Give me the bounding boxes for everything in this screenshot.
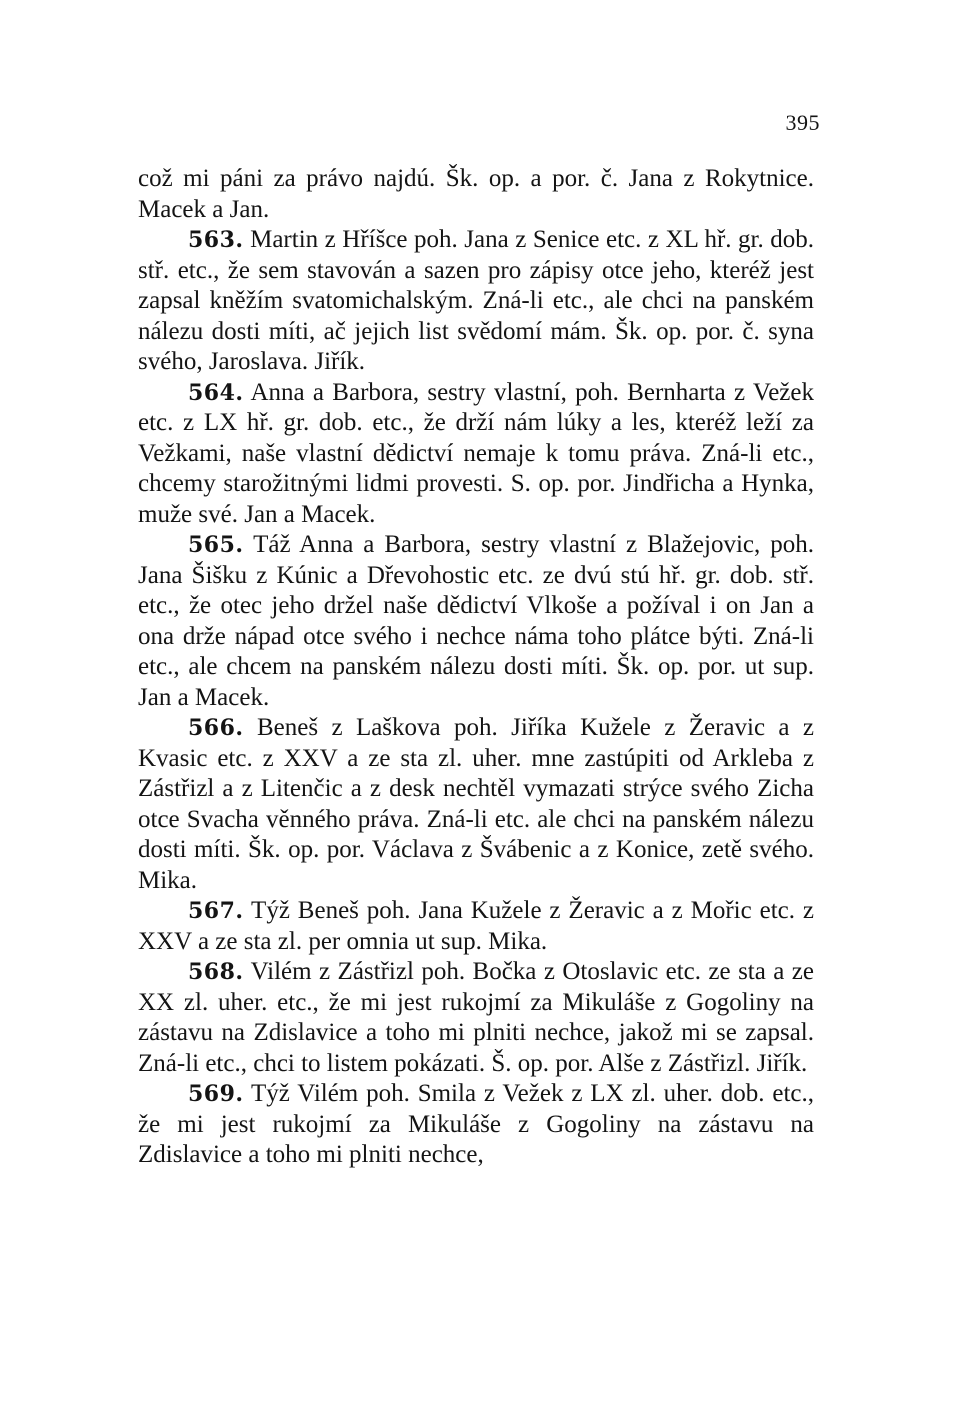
opening-paragraph: což mi páni za právo najdú. Šk. op. a por. č. Jana z Rokytnice. Macek a Jan. (138, 165, 814, 223)
page-number: 395 (785, 110, 820, 135)
entry-number: 564. (188, 379, 244, 406)
entry-568 (138, 957, 814, 1079)
entry-number: 566. (188, 715, 244, 741)
entry-569 (138, 1079, 814, 1171)
entry-text: Táž Anna a Barbora, sestry vlastní z Blažejovic, poh. Jana Šišku z Kúnic a Dřevohostic etc. ze dvú stú hř. gr. dob. stř. etc., že otec jeho držel naše dědictví Vlkoše a požíval i on Jan a ona drže nápad otce svého i nechce náma toho plátce býti. Zná-li etc., ale chcem na panském nálezu dosti míti. Šk. op. por. ut sup. Jan a Macek. (138, 531, 814, 711)
entry-566 (138, 713, 814, 896)
entry-number: 563. (188, 227, 244, 253)
entry-text: Týž Vilém poh. Smila z Vežek z LX zl. uher. dob. etc., že mi jest rukojmí za Mikuláše z Gogoliny na zástavu na Zdislavice a toho mi plniti nechce, (138, 1080, 814, 1168)
entry-number: 568. (188, 959, 244, 985)
entry-text: Anna a Barbora, sestry vlastní, poh. Bernharta z Vežek etc. z LX hř. gr. dob. etc., že drží nám lúky a les, kteréž leží za Vežkami, naše vlastní dědictví nemaje k tomu práva. Zná-li etc., chcemy starožitnými lidmi provesti. S. op. por. Jindřicha a Hynka, muže své. Jan a Macek. (138, 378, 815, 528)
entry-565 (138, 530, 814, 713)
entry-number: 567. (188, 898, 244, 924)
entry-text: Týž Beneš poh. Jana Kužele z Žeravic a z Mořic etc. z XXV a ze sta zl. per omnia ut sup. Mika. (138, 897, 814, 955)
text-column (138, 164, 814, 1171)
entry-563 (138, 225, 814, 378)
entry-text: Vilém z Zástřizl poh. Bočka z Otoslavic etc. ze sta a ze XX zl. uher. etc., že mi jest rukojmí za Mikuláše z Gogoliny na zástavu na Zdislavice a toho mi plniti nechce, jakož mi se zapsal. Zná-li etc., chci to listem pokázati. Š. op. por. Alše z Zástřizl. Jiřík. (138, 958, 814, 1077)
entry-number: 565. (188, 532, 244, 558)
entry-text: Beneš z Laškova poh. Jiříka Kužele z Žeravic a z Kvasic etc. z XXV a ze sta zl. uher. mne zastúpiti od Arkleba z Zástřizl a z Litenčic a z desk nechtěl vymazati strýce svého Zicha otce Svacha věnného práva. Zná-li etc. ale chci na panském nálezu dosti míti. Šk. op. por. Václava z Švábenic a z Konice, zetě svého. Mika. (138, 714, 815, 894)
entry-number: 569. (188, 1081, 244, 1107)
entry-567 (138, 896, 814, 957)
entry-564 (138, 378, 814, 531)
entry-text: Martin z Hříšce poh. Jana z Senice etc. z XL hř. gr. dob. stř. etc., že sem stavován a sazen pro zápisy otce jeho, kteréž jest zapsal kněžím svatomichalským. Zná-li etc., ale chci na panském nálezu dosti míti, ač jejich list svědomí mám. Šk. op. por. č. syna svého, Jaroslava. Jiřík. (138, 226, 814, 375)
